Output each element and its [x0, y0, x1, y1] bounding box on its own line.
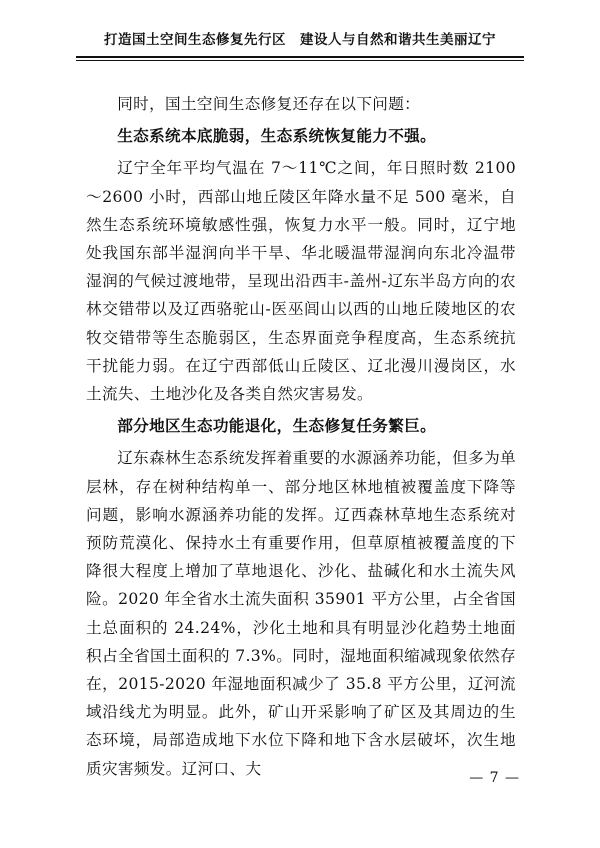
header-rule-thin	[76, 60, 524, 61]
header-rule-thick	[76, 56, 524, 58]
section-heading-fragile-ecosystem: 生态系统本底脆弱，生态系统恢复能力不强。	[117, 126, 437, 146]
intro-paragraph: 同时，国土空间生态修复还存在以下问题：	[117, 95, 421, 113]
section-heading-function-degradation: 部分地区生态功能退化，生态修复任务繁巨。	[117, 416, 437, 436]
page-header-title: 打造国土空间生态修复先行区 建设人与自然和谐共生美丽辽宁	[104, 32, 496, 48]
body-paragraph-climate: 辽宁全年平均气温在 7～11℃之间，年日照时数 2100～2600 小时，西部山地丘陵区年降水量不足 500 毫米，自然生态系统环境敏感性强，恢复力水平一般。同时，辽宁地处我国东部半湿润向半干旱、华北暖温带湿润向东北冷温带湿润的气候过渡地带，呈现出沿西丰-盖州-辽东半岛方向的农林交错带以及辽西骆驼山-医巫闾山以西的山地丘陵地区的农牧交错带等生态脆弱区，生态界面竞争程度高，生态系统抗干扰能力弱。在辽宁西部低山丘陵区、辽北漫川漫岗区，水土流失、土地沙化及各类自然灾害易发。	[86, 159, 516, 404]
body-paragraph-restoration: 辽东森林生态系统发挥着重要的水源涵养功能，但多为单层林，存在树种结构单一、部分地区林地植被覆盖度下降等问题，影响水源涵养功能的发挥。辽西森林草地生态系统对预防荒漠化、保持水土有重要作用，但草原植被覆盖度的下降很大程度上增加了草地退化、沙化、盐碱化和水土流失风险。2020 年全省水土流失面积 35901 平方公里，占全省国土总面积的 24.24%，沙化土地和具有明显沙化趋势土地面积占全省国土面积的 7.3%。同时，湿地面积缩减现象依然存在，2015-2020 年湿地面积减少了 35.8 平方公里，辽河流域沿线尤为明显。此外，矿山开采影响了矿区及其周边的生态环境，局部造成地下水位下降和地下含水层破坏，次生地质灾害频发。辽河口、大	[86, 449, 516, 778]
document-body	[86, 90, 516, 783]
page-number: — 7 —	[469, 770, 520, 786]
